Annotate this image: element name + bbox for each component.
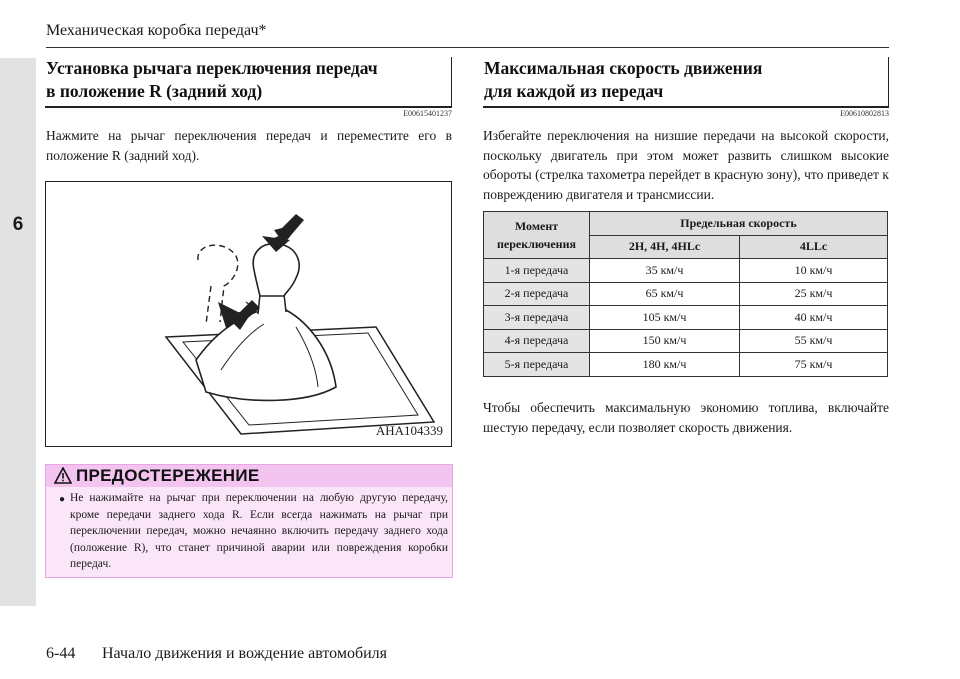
speed-a-cell: 150 км/ч — [590, 329, 740, 353]
footer-page-number: 6-44 — [46, 645, 76, 662]
col-b-header: 4LLc — [740, 235, 888, 259]
speed-a-cell: 65 км/ч — [590, 282, 740, 306]
warning-triangle-icon — [54, 467, 72, 484]
right-section-title — [484, 57, 762, 103]
speed-a-cell: 180 км/ч — [590, 353, 740, 377]
left-title-line-2: в положение R (задний ход) — [46, 81, 263, 101]
right-section-note: Чтобы обеспечить максимальную экономию топлива, включайте шестую передачу, если позволяет скорость движения. — [483, 400, 889, 435]
footer-chapter-title: Начало движения и вождение автомобиля — [102, 645, 388, 662]
right-section-code: E00610802813 — [840, 109, 889, 118]
speed-a-cell: 105 км/ч — [590, 306, 740, 330]
table-row — [484, 259, 888, 283]
left-section-code: E00615401237 — [403, 109, 452, 118]
speed-b-cell: 25 км/ч — [740, 282, 888, 306]
page-header-title: Механическая коробка передач* — [46, 22, 267, 39]
speed-table — [483, 211, 888, 377]
warning-body — [46, 487, 452, 577]
header-divider — [46, 47, 889, 48]
warning-header — [46, 465, 452, 487]
speed-b-cell: 10 км/ч — [740, 259, 888, 283]
warning-text: Не нажимайте на рычаг при переключении на любую другую передачу, кроме передачи заднего хода R. Если всегда нажимать на рычаг при переключении передач, можно нечаянно включить передачу заднего хода (положение R), что станет причиной аварии или повреждения коробки передач. — [70, 492, 448, 570]
col-moment-header: Момент переключения — [484, 212, 590, 259]
table-row — [484, 329, 888, 353]
table-row — [484, 282, 888, 306]
chapter-number: 6 — [12, 214, 24, 235]
left-section-rule-vertical — [451, 57, 452, 107]
speed-b-cell: 40 км/ч — [740, 306, 888, 330]
gear-cell: 2-я передача — [484, 282, 590, 306]
chapter-sidebar — [0, 58, 36, 606]
table-header-row — [484, 212, 888, 236]
right-title-line-1: Максимальная скорость движения — [484, 58, 763, 78]
bullet-icon: ● — [59, 494, 66, 505]
figure-code: AHA104339 — [375, 423, 443, 438]
gear-cell: 4-я передача — [484, 329, 590, 353]
left-section-title — [46, 57, 378, 103]
left-title-line-1: Установка рычага переключения передач — [46, 58, 378, 78]
col-limit-header: Предельная скорость — [590, 212, 888, 236]
warning-box — [45, 464, 453, 578]
speed-b-cell: 75 км/ч — [740, 353, 888, 377]
speed-b-cell: 55 км/ч — [740, 329, 888, 353]
col-a-header: 2H, 4H, 4HLc — [590, 235, 740, 259]
right-section-text: Избегайте переключения на низшие передачи на высокой скорости, поскольку двигатель при этом может развить слишком высокие обороты (стрелка тахометра перейдет в красную зону), что приведет к повреждению двигателя и трансмиссии. — [483, 128, 889, 202]
right-section-rule — [483, 106, 889, 108]
gear-lever-figure — [45, 181, 452, 447]
table-row — [484, 353, 888, 377]
right-title-line-2: для каждой из передач — [484, 81, 664, 101]
left-section-rule — [45, 106, 452, 108]
gear-cell: 5-я передача — [484, 353, 590, 377]
gear-lever-illustration — [46, 182, 451, 446]
table-row — [484, 306, 888, 330]
left-section-text: Нажмите на рычаг переключения передач и переместите его в положение R (задний ход). — [46, 128, 452, 163]
speed-a-cell: 35 км/ч — [590, 259, 740, 283]
gear-cell: 3-я передача — [484, 306, 590, 330]
warning-title: ПРЕДОСТЕРЕЖЕНИЕ — [76, 466, 260, 485]
right-section-rule-vertical — [888, 57, 889, 107]
gear-cell: 1-я передача — [484, 259, 590, 283]
